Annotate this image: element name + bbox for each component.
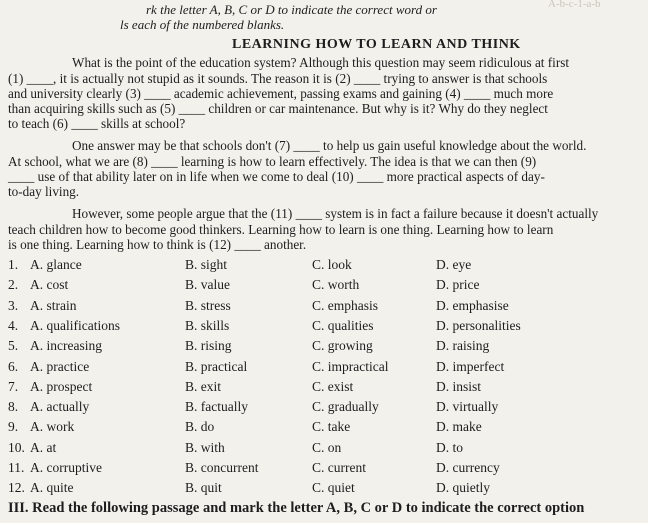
question-number: 9.	[8, 419, 19, 435]
option-d[interactable]: D. eye	[436, 257, 472, 272]
instruction-line-1: rk the letter A, B, C or D to indicate the correct word or	[146, 2, 437, 17]
passage-line: ____ use of that ability later on in life when we come to deal (10) ____ more practical aspects of day-	[8, 169, 545, 184]
option-d[interactable]: D. to	[436, 439, 463, 455]
option-b[interactable]: B. quit	[185, 480, 222, 496]
instruction-line-2: ls each of the numbered blanks.	[120, 17, 285, 32]
option-d[interactable]: D. emphasise	[436, 297, 509, 313]
question-number: 12.	[8, 480, 25, 496]
option-c[interactable]: C. exist	[312, 378, 354, 394]
option-d[interactable]: D. virtually	[436, 399, 499, 415]
option-d[interactable]: D. make	[436, 419, 482, 435]
option-a[interactable]: A. quite	[30, 480, 74, 496]
option-d[interactable]: D. price	[436, 277, 480, 293]
question-number: 2.	[8, 277, 19, 293]
option-b[interactable]: B. value	[185, 277, 230, 293]
option-b[interactable]: B. rising	[185, 338, 232, 354]
passage-line: (1) ____, it is actually not stupid as it sounds. The reason it is (2) ____ trying to answer is that schools	[8, 71, 548, 86]
passage-line: and university clearly (3) ____ academic achievement, passing exams and gaining (4) ____ much more	[8, 86, 554, 101]
option-a[interactable]: A. work	[30, 419, 75, 435]
passage-line: is one thing. Learning how to think is (12) ____ another.	[8, 237, 307, 252]
option-c[interactable]: C. impractical	[312, 358, 389, 374]
question-number: 7.	[8, 378, 19, 394]
option-a[interactable]: A. corruptive	[30, 460, 102, 475]
option-d[interactable]: D. currency	[436, 460, 500, 475]
option-b[interactable]: B. stress	[185, 297, 231, 313]
option-b[interactable]: B. skills	[185, 317, 230, 333]
passage-line: to-day living.	[8, 184, 80, 199]
passage-line: One answer may be that schools don't (7) ____ to help us gain useful knowledge about the world.	[72, 138, 587, 153]
option-a[interactable]: A. qualifications	[30, 317, 120, 333]
option-a[interactable]: A. practice	[30, 358, 90, 374]
option-b[interactable]: B. practical	[185, 358, 248, 374]
option-a[interactable]: A. increasing	[30, 338, 102, 354]
passage-line: However, some people argue that the (11) ____ system is in fact a failure because it doesn't actually	[72, 206, 599, 221]
option-a[interactable]: A. cost	[30, 277, 69, 293]
option-c[interactable]: C. gradually	[312, 399, 379, 415]
option-b[interactable]: B. exit	[185, 378, 221, 394]
option-a[interactable]: A. actually	[30, 399, 90, 415]
question-number: 10.	[8, 439, 25, 455]
option-d[interactable]: D. quietly	[436, 480, 490, 496]
option-d[interactable]: D. insist	[436, 378, 482, 394]
option-b[interactable]: B. sight	[185, 257, 228, 272]
question-number: 4.	[8, 317, 19, 333]
option-b[interactable]: B. do	[185, 419, 215, 435]
passage-line: teach children how to become good thinkers. Learning how to learn is one thing. Learning how to learn	[8, 222, 554, 237]
option-c[interactable]: C. look	[312, 257, 352, 272]
option-a[interactable]: A. strain	[30, 297, 77, 313]
option-b[interactable]: B. with	[185, 439, 225, 455]
option-c[interactable]: C. qualities	[312, 317, 374, 333]
question-number: 3.	[8, 297, 19, 313]
question-number: 6.	[8, 358, 19, 374]
question-number: 11.	[8, 460, 25, 475]
option-c[interactable]: C. worth	[312, 277, 360, 293]
option-c[interactable]: C. quiet	[312, 480, 355, 496]
option-d[interactable]: D. raising	[436, 338, 490, 354]
option-a[interactable]: A. at	[30, 439, 57, 455]
option-c[interactable]: C. emphasis	[312, 297, 378, 313]
passage-title: LEARNING HOW TO LEARN AND THINK	[232, 37, 521, 52]
question-number: 5.	[8, 338, 19, 354]
option-c[interactable]: C. on	[312, 439, 342, 455]
question-number: 8.	[8, 399, 19, 415]
passage-line: than acquiring skills such as (5) ____ children or car maintenance. But why is it? Why do they neglect	[8, 101, 548, 116]
option-a[interactable]: A. glance	[30, 257, 82, 272]
passage-line: At school, what we are (8) ____ learning is how to learn effectively. The idea is that we can then (9)	[8, 154, 537, 169]
option-a[interactable]: A. prospect	[30, 378, 93, 394]
corner-code: A-b-c-1-a-b	[548, 0, 601, 10]
option-d[interactable]: D. imperfect	[436, 358, 505, 374]
option-c[interactable]: C. take	[312, 419, 351, 435]
option-c[interactable]: C. growing	[312, 338, 373, 354]
option-b[interactable]: B. factually	[185, 399, 248, 415]
passage-line: What is the point of the education system? Although this question may seem ridiculous at first	[72, 55, 570, 70]
option-b[interactable]: B. concurrent	[185, 460, 259, 475]
passage-line: to teach (6) ____ skills at school?	[8, 116, 186, 131]
question-number: 1.	[8, 257, 19, 272]
section-3-heading: III. Read the following passage and mark the letter A, B, C or D to indicate the correct option	[8, 500, 585, 516]
option-d[interactable]: D. personalities	[436, 317, 521, 333]
option-c[interactable]: C. current	[312, 460, 366, 475]
